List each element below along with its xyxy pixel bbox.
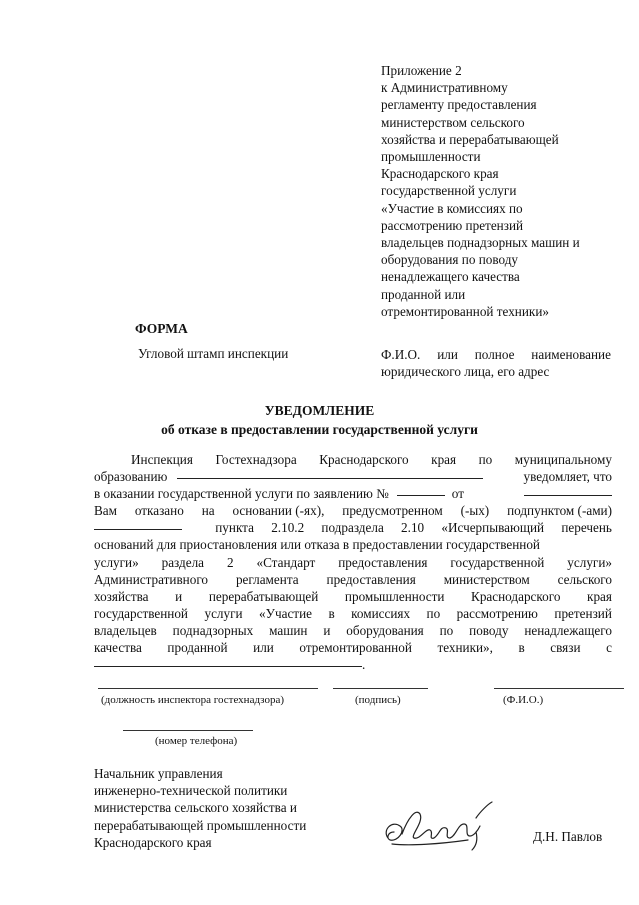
- body-line: [94, 519, 612, 536]
- word: пункта: [215, 520, 254, 536]
- word: промышленности: [344, 588, 445, 604]
- chief-line: министерства сельского хозяйства и: [94, 800, 297, 816]
- application-number-blank: [397, 485, 445, 496]
- word: Инспекция: [131, 452, 193, 467]
- appendix-line: регламенту предоставления: [381, 97, 537, 113]
- recipient-block: [381, 346, 611, 380]
- body-line: [94, 656, 612, 673]
- word: по: [478, 452, 493, 467]
- stamp-label: Угловой штамп инспекции: [138, 346, 289, 361]
- recipient-word: наименование: [531, 347, 611, 362]
- word: владельцев: [94, 622, 157, 638]
- word: услуги»: [567, 554, 612, 570]
- appendix-line: государственной услуги: [381, 183, 517, 199]
- word: техники»,: [437, 640, 493, 656]
- appendix-line: «Участие в комиссиях по: [381, 200, 523, 216]
- chief-line: Краснодарского края: [94, 834, 212, 850]
- word: «Стандарт: [256, 554, 316, 570]
- word: министерством: [443, 571, 530, 587]
- word: в: [328, 605, 335, 621]
- signature-label: (подпись): [355, 694, 401, 706]
- word: отказано: [134, 503, 184, 519]
- recipient-word: или: [437, 347, 458, 362]
- word: образованию: [94, 469, 168, 485]
- word: в: [518, 640, 525, 656]
- body-line: [94, 605, 612, 622]
- word: уведомляет, что: [523, 469, 612, 485]
- word: Краснодарского: [319, 452, 409, 467]
- chief-line: инженерно-технической политики: [94, 783, 288, 799]
- word: предусмотренном: [342, 503, 443, 519]
- word: по: [426, 605, 441, 621]
- word: сельского: [557, 571, 612, 587]
- subclause-blank: [94, 519, 182, 530]
- word: поводу: [469, 622, 509, 638]
- position-label: (должность инспектора гостехнадзора): [101, 694, 285, 706]
- appendix-line: проданной или: [381, 286, 466, 302]
- body-line: [94, 588, 612, 605]
- appendix-line: министерством сельского: [381, 114, 525, 130]
- word: хозяйства: [94, 588, 149, 604]
- municipality-blank: [177, 468, 483, 479]
- body-line: [94, 622, 612, 639]
- application-date-blank: [524, 485, 612, 496]
- word: Вам: [94, 503, 117, 519]
- word: (-ых): [460, 503, 490, 519]
- body-line: [94, 451, 612, 468]
- appendix-block: [381, 62, 631, 320]
- word: по: [439, 622, 454, 638]
- chief-line: Начальник управления: [94, 766, 223, 781]
- word: услуги»: [94, 554, 139, 570]
- body-line: [94, 639, 612, 656]
- word: и: [323, 622, 331, 638]
- appendix-line: промышленности: [381, 149, 481, 165]
- word: в оказании государственной услуги по заявлению №: [94, 486, 389, 502]
- appendix-line: Краснодарского края: [381, 166, 499, 182]
- word: отремонтированной: [299, 640, 412, 656]
- appendix-line: владельцев поднадзорных машин и: [381, 235, 580, 251]
- signature-row: [0, 688, 639, 728]
- word: претензий: [554, 605, 612, 621]
- position-line: [98, 688, 318, 689]
- appendix-line: хозяйства и перерабатывающей: [381, 131, 559, 147]
- phone-line: [123, 730, 253, 731]
- appendix-line: оборудования по поводу: [381, 252, 519, 268]
- word: Административного: [94, 571, 209, 587]
- form-label: ФОРМА: [135, 321, 188, 336]
- chief-block: [94, 765, 306, 851]
- word: Краснодарского: [471, 588, 561, 604]
- word: Гостехнадзора: [215, 452, 297, 467]
- handwritten-signature: [380, 800, 495, 855]
- word: государственной: [94, 605, 188, 621]
- word: перерабатывающей: [208, 588, 319, 604]
- word: поднадзорных: [172, 622, 254, 638]
- phone-label: (номер телефона): [155, 735, 238, 747]
- word: оборудования: [346, 622, 424, 638]
- body-line: [94, 536, 612, 553]
- document-title: УВЕДОМЛЕНИЕ: [264, 403, 375, 418]
- word: «Участие: [259, 605, 312, 621]
- name-line: [494, 688, 624, 689]
- word: «Исчерпывающий: [441, 520, 545, 536]
- appendix-line: отремонтированной техники»: [381, 303, 549, 319]
- recipient-word: Ф.И.О.: [381, 347, 421, 362]
- body-line: [94, 571, 612, 588]
- word: муниципальному: [514, 452, 612, 467]
- word: оснований для приостановления или отказа в предоставлении государственной: [94, 537, 540, 553]
- word: машин: [269, 622, 308, 638]
- signer-name: Д.Н. Павлов: [533, 829, 603, 844]
- word: раздела: [161, 554, 205, 570]
- word: 2.10.2: [271, 520, 305, 536]
- notice-body: [94, 451, 612, 673]
- name-label: (Ф.И.О.): [503, 694, 544, 706]
- body-line: [94, 468, 612, 485]
- word: или: [253, 640, 274, 656]
- word: .: [362, 657, 366, 673]
- word: от: [451, 486, 464, 502]
- word: на: [201, 503, 215, 519]
- reason-blank: [94, 656, 362, 667]
- word: государственной: [450, 554, 545, 570]
- word: перечень: [561, 520, 612, 536]
- appendix-line: ненадлежащего качества: [381, 269, 520, 285]
- word: подраздела: [321, 520, 384, 536]
- word: края: [431, 452, 457, 467]
- signature-line: [333, 688, 428, 689]
- appendix-line: Приложение 2: [381, 63, 462, 78]
- word: 2.10: [401, 520, 425, 536]
- word: рассмотрению: [456, 605, 538, 621]
- recipient-line2: юридического лица, его адрес: [381, 364, 550, 380]
- body-line: [94, 485, 612, 502]
- word: ненадлежащего: [524, 622, 612, 638]
- word: основании (-ях),: [232, 503, 325, 519]
- word: комиссиях: [351, 605, 411, 621]
- word: подпунктом (-ами): [507, 503, 612, 519]
- body-line: [94, 554, 612, 571]
- appendix-line: рассмотрению претензий: [381, 217, 524, 233]
- word: 2: [226, 554, 234, 570]
- document-subtitle: об отказе в предоставлении государственной услуги: [161, 422, 478, 437]
- word: предоставления: [338, 554, 428, 570]
- word: с: [606, 640, 612, 656]
- recipient-word: полное: [474, 347, 515, 362]
- word: и: [175, 588, 183, 604]
- word: услуги: [204, 605, 243, 621]
- word: предоставления: [326, 571, 416, 587]
- word: связи: [550, 640, 581, 656]
- chief-line: перерабатывающей промышленности: [94, 817, 307, 833]
- word: регламента: [235, 571, 299, 587]
- word: края: [587, 588, 612, 604]
- appendix-line: к Административному: [381, 80, 508, 96]
- word: качества: [94, 640, 142, 656]
- word: проданной: [167, 640, 228, 656]
- body-line: [94, 502, 612, 519]
